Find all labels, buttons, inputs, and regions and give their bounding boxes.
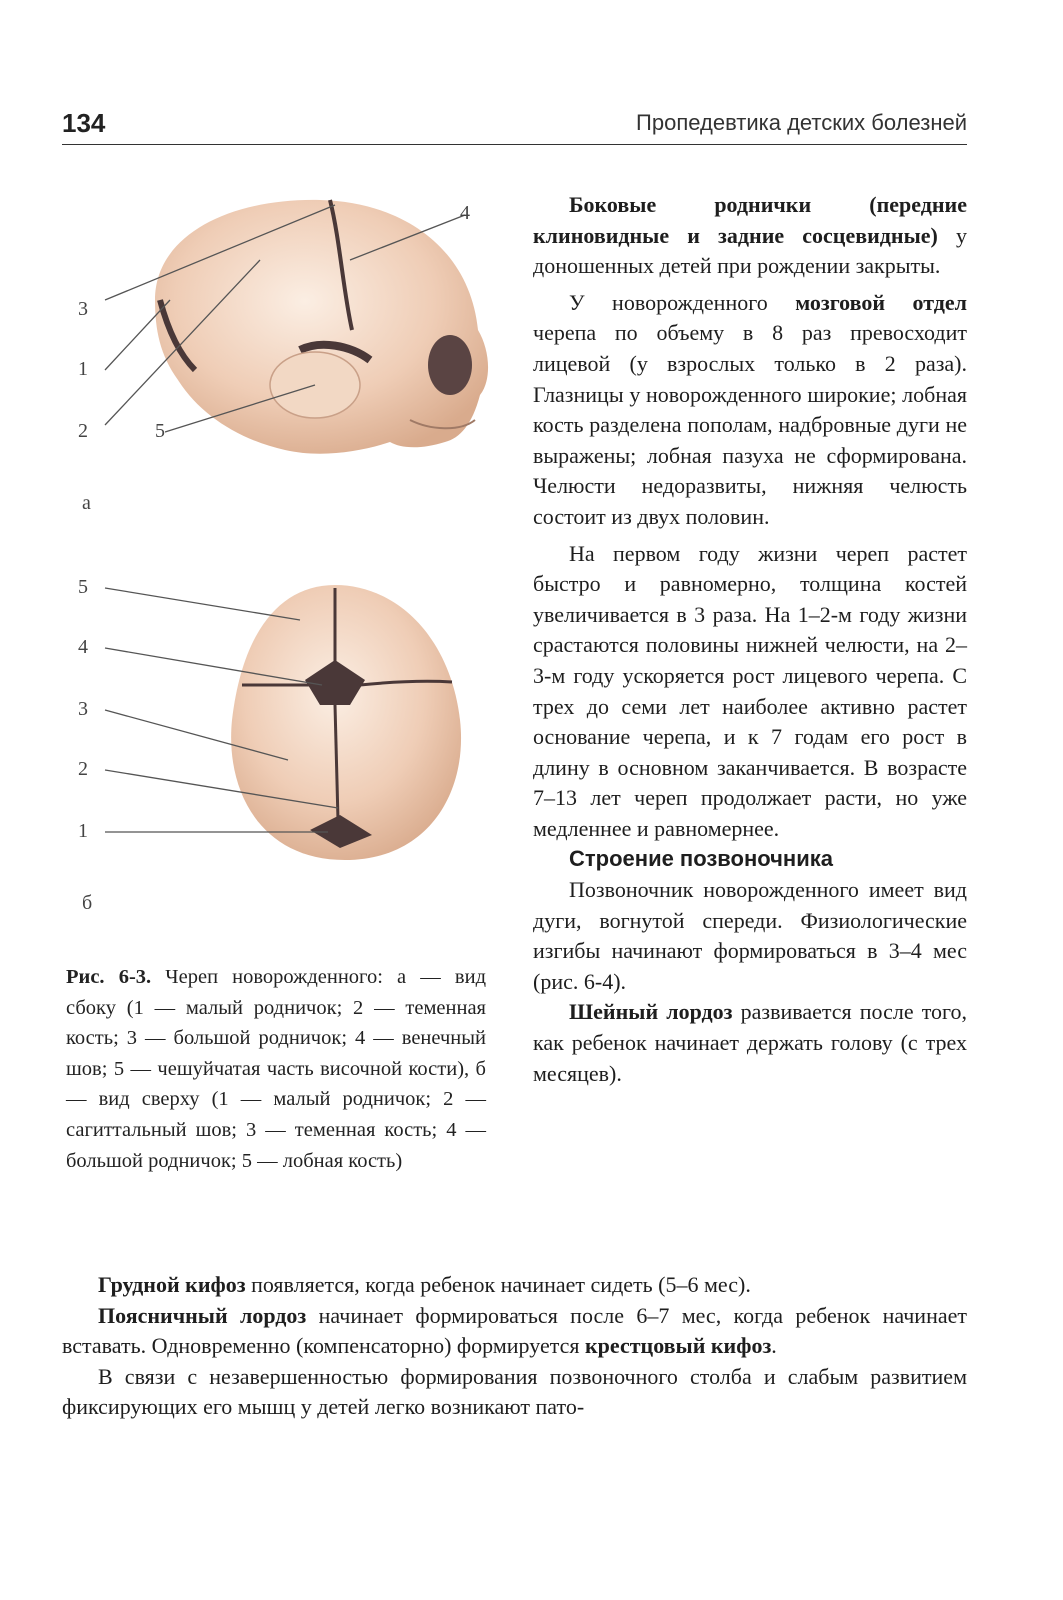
paragraph-cervical-lordosis [533,997,967,1089]
top-label-3: 3 [78,698,88,720]
running-title: Пропедевтика детских болезней [636,110,967,135]
bold-term: Грудной кифоз [98,1272,246,1297]
skull-illustration [60,180,520,940]
side-label-3: 3 [78,298,88,320]
side-label-5: 5 [155,420,165,442]
caption-text: Череп новорожденного: а — вид сбоку (1 — малый родничок; 2 — теменная кость; 3 — большой родничок; 4 — венечный шов; 5 — чешуйчатая часть височной кости), б — вид сверху (1 — малый родничок; 2 — сагиттальный шов; 3 — теменная кость; 4 — большой родничок; 5 — лобная кость) [66,966,486,1172]
top-label-2: 2 [78,758,88,780]
skull-side-view [105,200,488,454]
paragraph-pathology: В связи с незавершенностью формирования позвоночного столба и слабым развитием фиксирующих его мышц у детей легко возникают пато- [62,1363,967,1420]
side-label-4: 4 [460,202,470,224]
skull-figure [60,180,520,940]
text: развивается после того, как ребенок начинает держать голову (с трех месяцев). [533,999,968,1086]
caption-label: Рис. 6-3. [66,966,152,988]
section-title: Строение позвоночника [569,846,833,872]
paragraph-thoracic-kyphosis [62,1270,967,1301]
skull-top-view [105,585,461,860]
bold-term: мозговой отдел [795,289,967,315]
top-label-1: 1 [78,820,88,842]
page-number: 134 [62,108,106,138]
side-view-letter: а [82,492,91,514]
side-label-2: 2 [78,420,88,442]
text: У новорожденного [569,289,796,315]
text: . [771,1333,777,1359]
bold-term: Поясничный лордоз [98,1302,307,1328]
paragraph-lumbar-lordosis [62,1301,967,1362]
right-column [533,190,967,1089]
page-header [62,104,967,145]
text: появляется, когда ребенок начинает сидеть (5–6 мес). [245,1272,751,1297]
figure-caption [66,962,486,1176]
bold-term: крестцовый кифоз [585,1333,772,1359]
text: у доношенных детей при рождении закрыты. [533,222,967,279]
bold-term: Боковые роднички (передние клиновидные и задние сосцевидные) [533,192,967,248]
bold-term: Шейный лордоз [569,999,733,1025]
paragraph-cranium [533,288,967,533]
top-label-4: 4 [78,636,88,658]
paragraph-fontanelles [533,190,967,282]
top-label-5: 5 [78,576,88,598]
full-width-text [62,1270,967,1423]
top-view-letter: б [82,892,93,914]
paragraph-growth: На первом году жизни череп растет быстро и равномерно, толщина костей увеличивается в 3 раза. На 1–2-м году жизни срастаются половины нижней челюсти, на 2–3-м году ускоряется рост лицевого черепа. С трех до семи лет наиболее активно растет основание черепа, и к 7 годам его рост в длину в основном заканчивается. В возрасте 7–13 лет череп продолжает расти, но уже медленнее и равномернее. [533,540,967,841]
text: черепа по объему в 8 раз превосходит лицевой (у взрослых только в 2 раза). Глазницы у новорожденного широкие; лобная кость разделена пополам, надбровные дуги не выражены; лобная пазуха не сформирована. Челюсти недоразвиты, нижняя челюсть состоит из двух половин. [533,320,967,529]
paragraph-spine: Позвоночник новорожденного имеет вид дуги, вогнутой спереди. Физиологические изгибы начинают формироваться в 3–4 мес (рис. 6-4). [533,877,967,994]
text: начинает формироваться после 6–7 мес, когда ребенок начинает вставать. Одновременно (компенсаторно) формируется [62,1302,968,1359]
side-label-1: 1 [78,358,88,380]
